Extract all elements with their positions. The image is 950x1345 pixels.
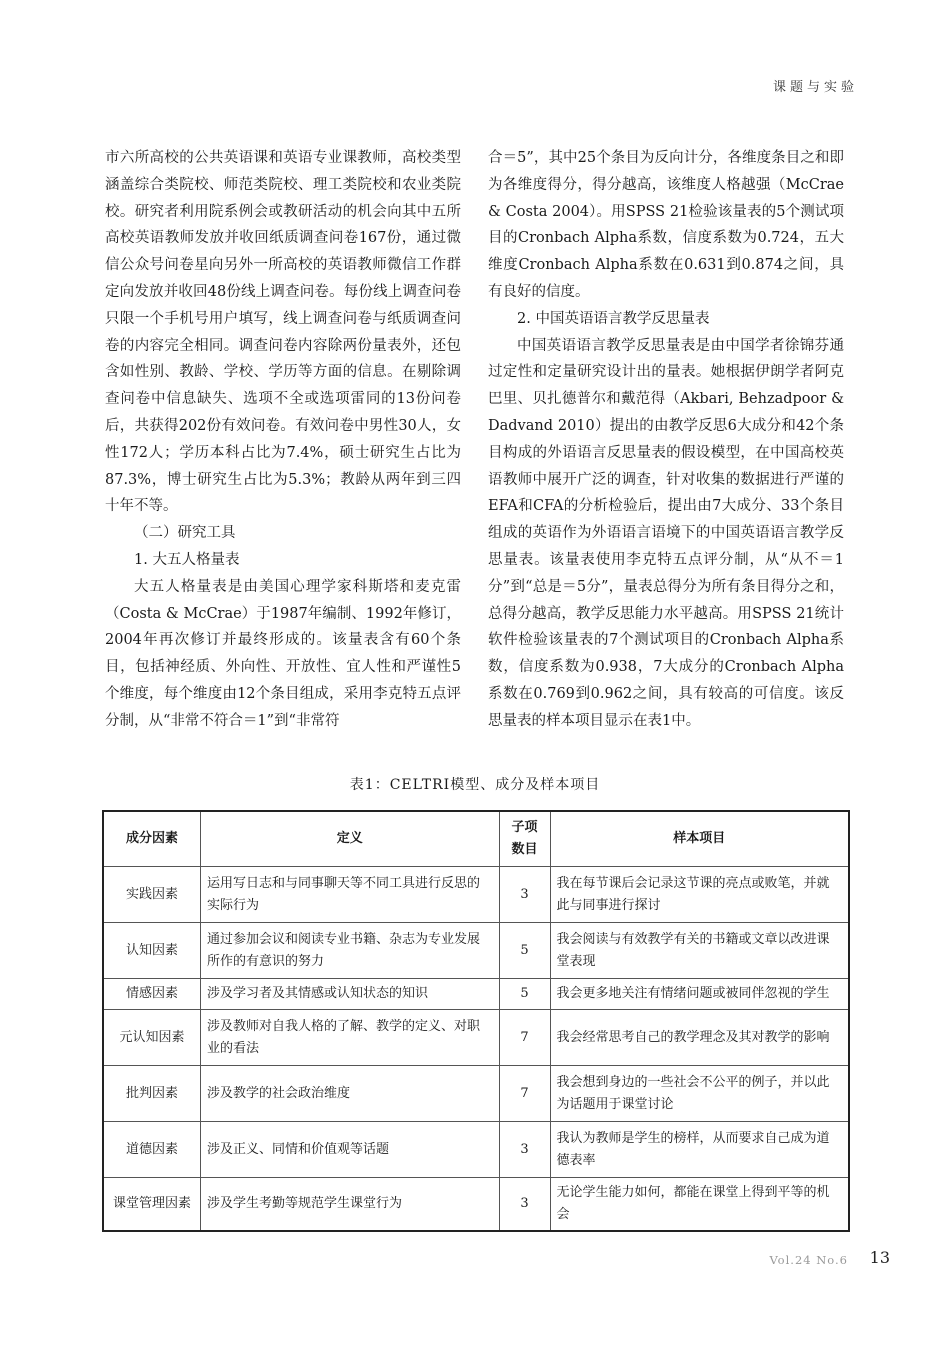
sample-cell: 我会更多地关注有情绪问题或被同伴忽视的学生 (550, 979, 849, 1010)
count-cell: 3 (499, 1178, 550, 1232)
sample-cell: 无论学生能力如何，都能在课堂上得到平等的机会 (550, 1178, 849, 1232)
definition-cell: 涉及教学的社会政治维度 (201, 1066, 500, 1122)
definition-cell: 涉及教师对自我人格的了解、教学的定义、对职业的看法 (201, 1010, 500, 1066)
factor-cell: 情感因素 (103, 979, 201, 1010)
sample-cell: 我认为教师是学生的榜样，从而要求自己成为道德表率 (550, 1122, 849, 1178)
table-row (103, 1122, 849, 1178)
header-sample: 样本项目 (550, 811, 849, 867)
subsection-heading: 1. 大五人格量表 (134, 551, 240, 568)
definition-cell: 运用写日志和与同事聊天等不同工具进行反思的实际行为 (201, 867, 500, 923)
subsection-heading: 2. 中国英语语言教学反思量表 (517, 310, 710, 327)
table-caption: 表1：CELTRI模型、成分及样本项目 (349, 777, 601, 793)
factor-cell: 课堂管理因素 (103, 1178, 201, 1232)
page-number: 13 (869, 1248, 890, 1267)
right-column (488, 145, 844, 735)
definition-cell: 通过参加会议和阅读专业书籍、杂志为专业发展所作的有意识的努力 (201, 923, 500, 979)
paragraph: 合＝5”，其中25个条目为反向计分，各维度条目之和即为各维度得分，得分越高，该维度人格越强（McCrae & Costa 2004）。用SPSS 21检验该量表的5个测试项目的Cronbach Alpha系数，信度系数为0.724，五大维度Cronbach Alpha系数在0.631到0.874之间，具有良好的信度。 (488, 150, 844, 300)
factor-cell: 认知因素 (103, 923, 201, 979)
left-column (105, 145, 461, 735)
definition-cell: 涉及学习者及其情感或认知状态的知识 (201, 979, 500, 1010)
section-heading: （二）研究工具 (134, 525, 236, 542)
table-row (103, 1066, 849, 1122)
table-row (103, 923, 849, 979)
running-header: 课题与实验 (772, 80, 858, 95)
header-factor: 成分因素 (103, 811, 201, 867)
header-definition: 定义 (201, 811, 500, 867)
table-row (103, 1010, 849, 1066)
table-header-row (103, 811, 849, 867)
count-cell: 5 (499, 923, 550, 979)
sample-cell: 我在每节课后会记录这节课的亮点或败笔，并就此与同事进行探讨 (550, 867, 849, 923)
sample-cell: 我会经常思考自己的教学理念及其对教学的影响 (550, 1010, 849, 1066)
factor-cell: 道德因素 (103, 1122, 201, 1178)
table-row (103, 979, 849, 1010)
count-cell: 3 (499, 1122, 550, 1178)
paragraph: 大五人格量表是由美国心理学家科斯塔和麦克雷（Costa & McCrae）于1987年编制、1992年修订，2004年再次修订并最终形成的。该量表含有60个条目，包括神经质、外向性、开放性、宜人性和严谨性5个维度，每个维度由12个条目组成，采用李克特五点评分制，从“非常不符合＝1”到“非常符 (105, 578, 461, 729)
sample-cell: 我会想到身边的一些社会不公平的例子，并以此为话题用于课堂讨论 (550, 1066, 849, 1122)
count-cell: 7 (499, 1010, 550, 1066)
factor-cell: 批判因素 (103, 1066, 201, 1122)
table-row (103, 1178, 849, 1232)
definition-cell: 涉及正义、同情和价值观等话题 (201, 1122, 500, 1178)
factor-cell: 实践因素 (103, 867, 201, 923)
sample-cell: 我会阅读与有效教学有关的书籍或文章以改进课堂表现 (550, 923, 849, 979)
table-row (103, 867, 849, 923)
count-cell: 3 (499, 867, 550, 923)
paragraph: 市六所高校的公共英语课和英语专业课教师，高校类型涵盖综合类院校、师范类院校、理工类院校和农业类院校。研究者利用院系例会或教研活动的机会向其中五所高校英语教师发放并收回纸质调查问卷167份，通过微信公众号问卷星向另外一所高校的英语教师微信工作群定向发放并收回48份线上调查问卷。每份线上调查问卷只限一个手机号用户填写，线上调查问卷与纸质调查问卷的内容完全相同。调查问卷内容除两份量表外，还包含如性别、教龄、学校、学历等方面的信息。在剔除调查问卷中信息缺失、选项不全或选项雷同的13份问卷后，共获得202份有效问卷。有效问卷中男性30人，女性172人；学历本科占比为7.4%，硕士研究生占比为87.3%，博士研究生占比为5.3%；教龄从两年到三四十年不等。 (105, 150, 461, 515)
header-count: 子项数目 (499, 811, 550, 867)
paragraph: 中国英语语言教学反思量表是由中国学者徐锦芬通过定性和定量研究设计出的量表。她根据伊朗学者阿克巴里、贝扎德普尔和戴范得（Akbari, Behzadpoor & Dadvand 2010）提出的由教学反思6大成分和42个条目构成的外语语言反思量表的假设模型，在中国高校英语教师中展开广泛的调查，针对收集的数据进行严谨的EFA和CFA的分析检验后，提出由7大成分、33个条目组成的英语作为外语语言语境下的中国英语语言教学反思量表。该量表使用李克特五点评分制，从“从不＝1分”到“总是＝5分”，量表总得分为所有条目得分之和，总得分越高，教学反思能力水平越高。用SPSS 21统计软件检验该量表的7个测试项目的Cronbach Alpha系数，信度系数为0.938，7大成分的Cronbach Alpha系数在0.769到0.962之间，具有较高的可信度。该反思量表的样本项目显示在表1中。 (488, 337, 844, 729)
definition-cell: 涉及学生考勤等规范学生课堂行为 (201, 1178, 500, 1232)
volume-info: Vol.24 No.6 (769, 1253, 848, 1267)
count-cell: 5 (499, 979, 550, 1010)
count-cell: 7 (499, 1066, 550, 1122)
factor-cell: 元认知因素 (103, 1010, 201, 1066)
celtri-table (102, 810, 850, 1232)
